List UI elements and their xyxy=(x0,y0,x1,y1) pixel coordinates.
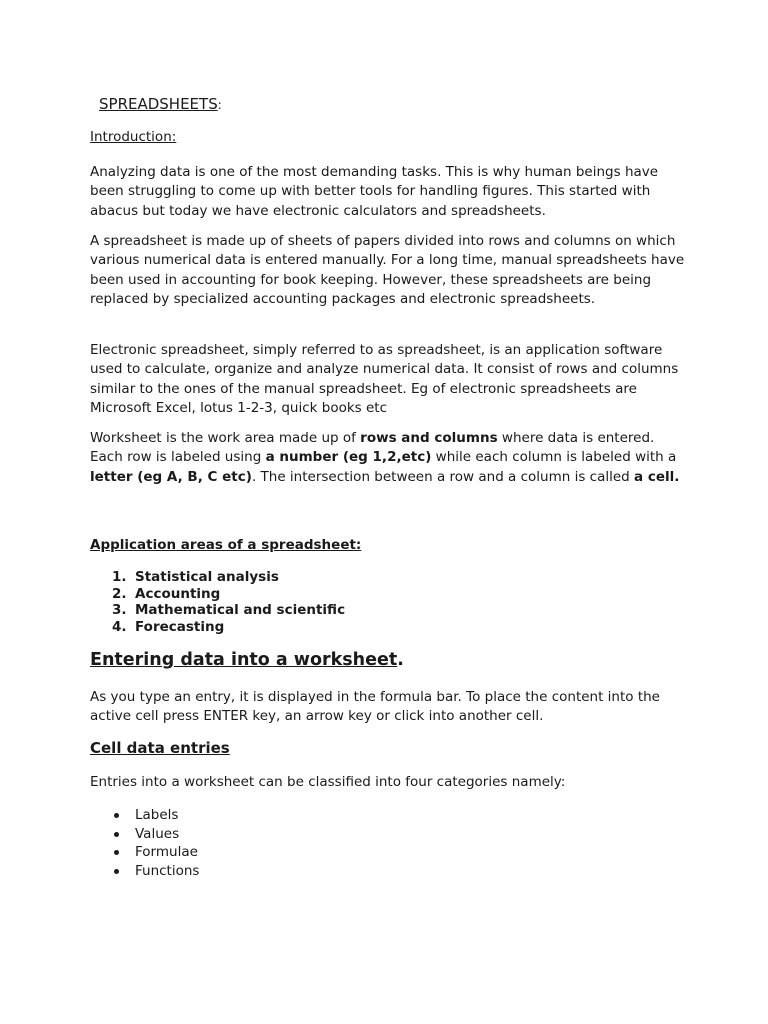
list-item-text: Functions xyxy=(135,862,200,879)
list-item xyxy=(90,569,345,586)
entries-bullet-list xyxy=(90,806,199,880)
worksheet-text-3: while each column is labeled with a xyxy=(431,449,677,466)
cell-data-entries-heading: Cell data entries xyxy=(90,739,230,757)
bullet-icon xyxy=(114,832,119,837)
list-item xyxy=(90,806,199,825)
list-item xyxy=(90,825,199,844)
title-colon: : xyxy=(217,98,222,112)
entering-data-heading-period: . xyxy=(397,650,404,670)
list-item xyxy=(90,602,345,619)
list-item-number: 1. xyxy=(112,569,127,585)
bullet-icon xyxy=(114,850,119,855)
list-item-text: Labels xyxy=(135,807,179,823)
worksheet-bold-rows-columns: rows and columns xyxy=(360,430,498,446)
list-item-text: Formulae xyxy=(135,844,198,861)
list-item xyxy=(90,843,199,862)
entering-data-heading xyxy=(90,650,404,670)
application-areas-list xyxy=(90,569,345,635)
list-item xyxy=(90,619,345,636)
list-item-number: 2. xyxy=(112,585,127,602)
intro-paragraph-1: Analyzing data is one of the most demanding tasks. This is why human beings have been struggling to come up with better tools for handling figures. This started with abacus but today we have electronic calculators and spreadsheets. xyxy=(90,164,659,219)
entering-data-paragraph: As you type an entry, it is displayed in the formula bar. To place the content into the active cell press ENTER key, an arrow key or click into another cell. xyxy=(90,689,660,725)
bullet-icon xyxy=(114,869,119,874)
worksheet-bold-number: a number (eg 1,2,etc) xyxy=(265,449,432,466)
list-item-text: Accounting xyxy=(135,585,221,602)
intro-paragraph-3: Electronic spreadsheet, simply referred to as spreadsheet, is an application software used to calculate, organize and analyze numerical data. It consist of rows and columns similar to the ones of the manual spreadsheet. Eg of electronic spreadsheets are Microsoft Excel, lotus 1-2-3, quick books etc xyxy=(90,342,679,416)
list-item xyxy=(90,862,199,881)
entries-intro-paragraph: Entries into a worksheet can be classified into four categories namely: xyxy=(90,774,566,790)
worksheet-text-1: Worksheet is the work area made up of xyxy=(90,430,361,446)
worksheet-paragraph xyxy=(90,429,690,487)
application-areas-heading: Application areas of a spreadsheet: xyxy=(90,537,362,553)
worksheet-bold-letter: letter (eg A, B, C etc) xyxy=(90,468,252,485)
list-item-number: 4. xyxy=(112,618,127,635)
list-item-text: Statistical analysis xyxy=(135,569,279,585)
list-item-text: Forecasting xyxy=(135,618,225,635)
worksheet-text-4: . The intersection between a row and a column is called xyxy=(251,468,635,485)
bullet-icon xyxy=(114,813,119,818)
list-item-text: Mathematical and scientific xyxy=(135,602,346,619)
worksheet-bold-cell: a cell. xyxy=(634,468,680,485)
entering-data-heading-text: Entering data into a worksheet xyxy=(90,650,398,670)
intro-paragraph-2: A spreadsheet is made up of sheets of papers divided into rows and columns on which various numerical data is entered manually. For a long time, manual spreadsheets have been used in accounting for book keeping. However, these spreadsheets are being replaced by specialized accounting packages and electronic spreadsheets. xyxy=(90,233,685,307)
introduction-heading: Introduction: xyxy=(90,129,177,145)
list-item-number: 3. xyxy=(112,602,127,619)
list-item-text: Values xyxy=(135,825,180,842)
worksheet-text-2: where data is entered. Each row is labeled using xyxy=(90,430,655,466)
document-title xyxy=(99,95,222,113)
title-text: SPREADSHEETS xyxy=(99,95,218,113)
list-item xyxy=(90,586,345,603)
